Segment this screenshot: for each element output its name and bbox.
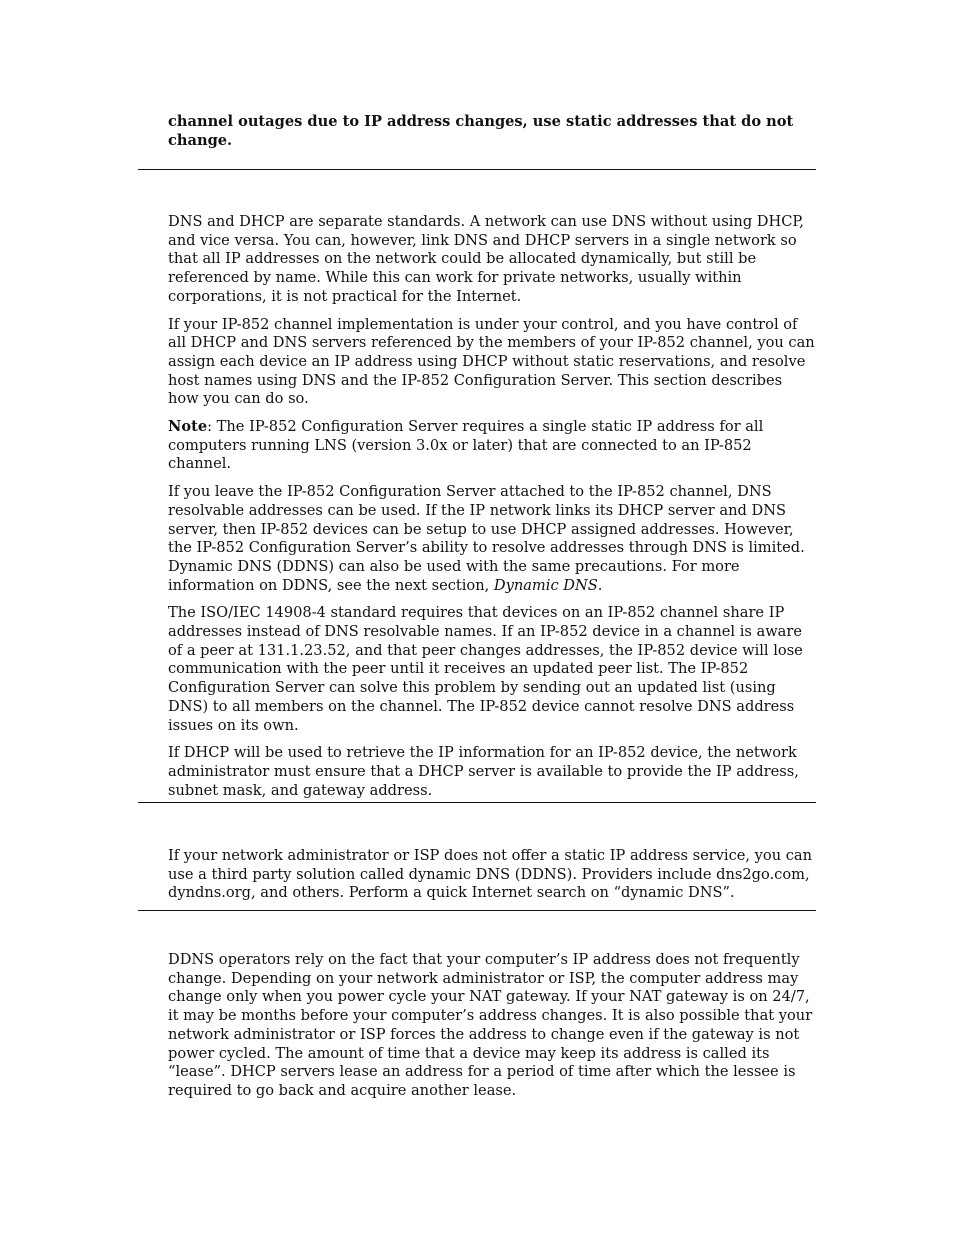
config-server-end: . [597, 576, 603, 594]
config-server-text: If you leave the IP-852 Configuration Server attached to the IP-852 channel, DNS resolvable addresses can be used. If the IP network links its DHCP server and DNS server, then IP-852 devices can be setup to use DHCP assigned addresses. However, the IP-852 Configuration Server’s ability to resolve addresses through DNS is limited. Dynamic DNS (DDNS) can also be used with the same precautions. For more information on DDNS, see the next section, [168, 483, 805, 594]
section-divider-2 [138, 802, 816, 803]
section-divider-1 [138, 169, 816, 170]
paragraph-dhcp-admin: If DHCP will be used to retrieve the IP information for an IP-852 device, the network administrator must ensure that a DHCP server is available to provide the IP address, subnet mask, and gateway address. [168, 744, 799, 799]
section-ddns-lease [168, 951, 816, 1101]
section-divider-3 [138, 910, 816, 911]
note-text: : The IP-852 Configuration Server requires a single static IP address for all computers running LNS (version 3.0x or later) that are connected to an IP-852 channel. [168, 418, 764, 473]
intro-bold-paragraph: channel outages due to IP address changes, use static addresses that do not change. [168, 113, 794, 149]
paragraph-config-server [168, 483, 816, 595]
paragraph-iso-standard: The ISO/IEC 14908-4 standard requires that devices on an IP-852 channel share IP addresses instead of DNS resolvable names. If an IP-852 device in a channel is aware of a peer at 131.1.23.52, and that peer changes addresses, the IP-852 device will lose communication with the peer until it receives an updated peer list. The IP-852 Configuration Server can solve this problem by sending out an updated list (using DNS) to all members on the channel. The IP-852 device cannot resolve DNS address issues on its own. [168, 604, 803, 734]
note-label: Note [168, 418, 208, 436]
paragraph-ddns-providers: If your network administrator or ISP does not offer a static IP address service, you can use a third party solution called dynamic DNS (DDNS). Providers include dns2go.com, dyndns.org, and others. Perform a quick Internet search on “dynamic DNS”. [168, 847, 813, 902]
paragraph-dns-dhcp-standards: DNS and DHCP are separate standards. A network can use DNS without using DHCP, and vice versa. You can, however, link DNS and DHCP servers in a single network so that all IP addresses on the network could be allocated dynamically, but still be referenced by name. While this can work for private networks, usually within corporations, it is not practical for the Internet. [168, 213, 804, 305]
section-dns-dhcp [168, 213, 816, 800]
paragraph-channel-control: If your IP-852 channel implementation is under your control, and you have control of all DHCP and DNS servers referenced by the members of your IP-852 channel, you can assign each device an IP address using DHCP without static reservations, and resolve host names using DNS and the IP-852 Configuration Server. This section describes how you can do so. [168, 315, 815, 408]
section-dynamic-dns [168, 847, 816, 903]
paragraph-ddns-operators: DDNS operators rely on the fact that your computer’s IP address does not frequently change. Depending on your network administrator or ISP, the computer address may change only when you power cycle your NAT gateway. If your NAT gateway is on 24/7, it may be months before your computer’s address changes. It is also possible that your network administrator or ISP forces the address to change even if the gateway is not power cycled. The amount of time that a device may keep its address is called its “lease”. DHCP servers lease an address for a period of time after which the lessee is required to go back and acquire another lease. [168, 951, 813, 1099]
intro-warning-text [168, 113, 816, 150]
dynamic-dns-link[interactable]: Dynamic DNS [493, 576, 598, 594]
paragraph-note [168, 418, 816, 474]
